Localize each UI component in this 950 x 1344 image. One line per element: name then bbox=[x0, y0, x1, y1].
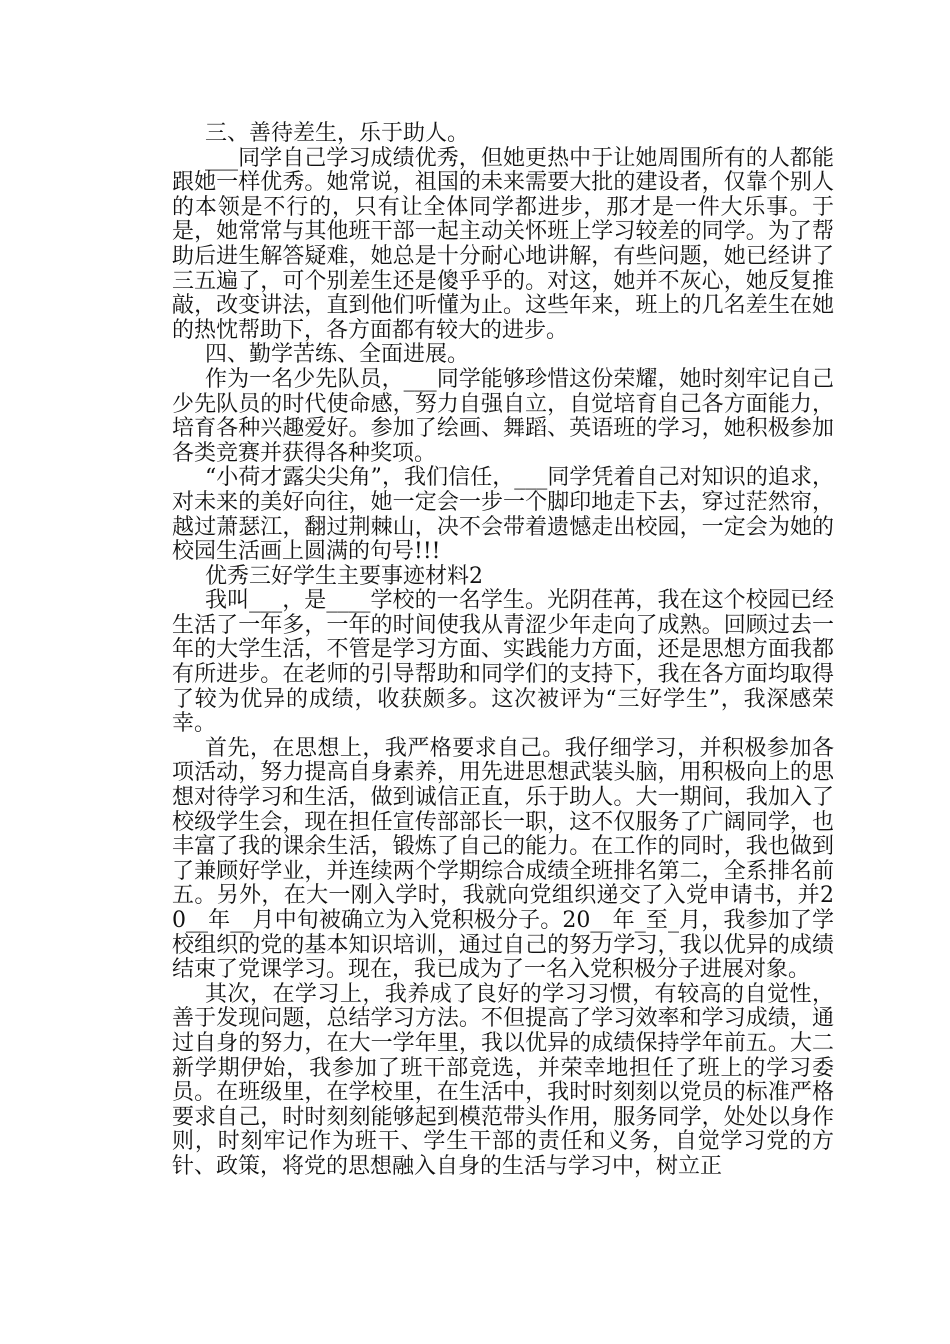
section-heading-3: 三、善待差生，乐于助人。 bbox=[205, 121, 470, 146]
paragraph: 我叫___，是____学校的一名学生。光阴荏苒，我在这个校园已经生活了一年多，一年的时间使我从青涩少年走向了成熟。回顾过去一年的大学生活，不管是学习方面、实践能力方面，还是思想方面我都有所进步。在老师的引导帮助和同学们的支持下，我在各方面均取得了较为优异的成绩，收获颇多。这次被评为“三好学生”，我深感荣幸。 bbox=[172, 588, 834, 737]
paragraph: 作为一名少先队员，___同学能够珍惜这份荣耀，她时刻牢记自己少先队员的时代使命感，努力自强自立，自觉培育自己各方面能力，培育各种兴趣爱好。参加了绘画、舞蹈、英语班的学习，她积极参加各类竞赛并获得各种奖项。 bbox=[172, 366, 834, 466]
paragraph: ___同学自己学习成绩优秀，但她更热中于让她周围所有的人都能跟她一样优秀。她常说，祖国的未来需要大批的建设者，仅靠个别人的本领是不行的，只有让全体同学都进步，那才是一件大乐事。于是，她常常与其他班干部一起主动关怀班上学习较差的同学。为了帮助后进生解答疑难，她总是十分耐心地讲解，有些问题，她已经讲了三五遍了，可个别差生还是傻乎乎的。对这，她并不灰心，她反复推敲，改变讲法，直到他们听懂为止。这些年来，班上的几名差生在她的热忱帮助下，各方面都有较大的进步。 bbox=[172, 145, 834, 343]
document-body bbox=[172, 122, 834, 1180]
paragraph: “小荷才露尖尖角”，我们信任，___同学凭着自己对知识的追求，对未来的美好向往，她一定会一步一个脚印地走下去，穿过茫然帘，越过萧瑟江，翻过荆棘山，决不会带着遗憾走出校园，一定会为她的校园生活画上圆满的句号!!! bbox=[172, 465, 834, 565]
paragraph: 其次，在学习上，我养成了良好的学习习惯，有较高的自觉性，善于发现问题，总结学习方法。不但提高了学习效率和学习成绩，通过自身的努力，在大一学年里，我以优异的成绩保持学年前五。大二新学期伊始，我参加了班干部竞选，并荣幸地担任了班上的学习委员。在班级里，在学校里，在生活中，我时时刻刻以党员的标准严格要求自己，时时刻刻能够起到模范带头作用，服务同学，处处以身作则，时刻牢记作为班干、学生干部的责任和义务，自觉学习党的方针、政策，将党的思想融入自身的生活与学习中，树立正 bbox=[172, 981, 834, 1179]
document-title-2: 优秀三好学生主要事迹材料2 bbox=[205, 563, 483, 589]
paragraph: 首先，在思想上，我严格要求自己。我仔细学习，并积极参加各项活动，努力提高自身素养，用先进思想武装头脑，用积极向上的思想对待学习和生活，做到诚信正直，乐于助人。大一期间，我加入了校级学生会，现在担任宣传部部长一职，这不仅服务了广阔同学，也丰富了我的课余生活，锻炼了自己的能力。在工作的同时，我也做到了兼顾好学业，并连续两个学期综合成绩全班排名第二，全系排名前五。另外，在大一刚入学时，我就向党组织递交了入党申请书，并20__年__月中旬被确立为入党积极分子。20__年_至_月，我参加了学校组织的党的基本知识培训，通过自己的努力学习，我以优异的成绩结束了党课学习。现在，我已成为了一名入党积极分子进展对象。 bbox=[172, 735, 834, 983]
section-heading-4: 四、勤学苦练、全面进展。 bbox=[205, 342, 470, 368]
